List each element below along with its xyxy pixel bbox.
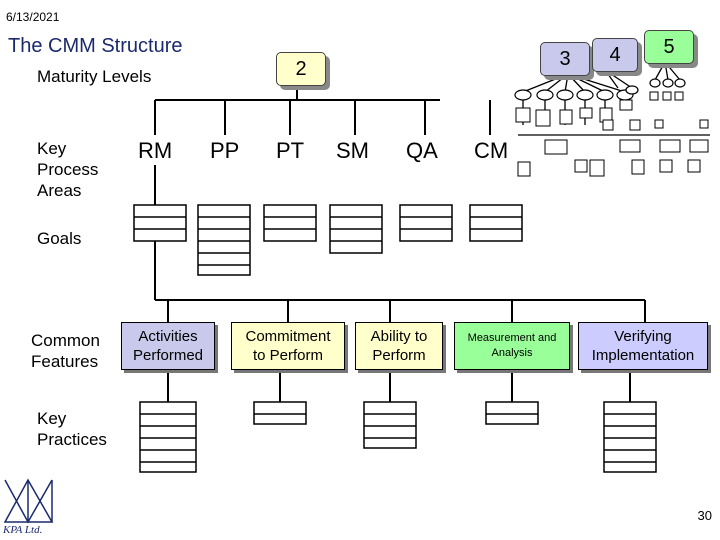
page-number: 30 bbox=[697, 508, 712, 523]
maturity-level-2: 2 bbox=[276, 52, 326, 86]
kpa-cm: CM bbox=[474, 138, 509, 163]
label-key-process-areas: Key Process Areas bbox=[37, 139, 99, 200]
feature-measurement-and-analysis: Measurement and Analysis bbox=[454, 322, 570, 370]
maturity-level-5: 5 bbox=[644, 30, 694, 64]
kpa-pp: PP bbox=[210, 138, 240, 163]
feature-ability-to-perform: Ability to Perform bbox=[355, 322, 443, 370]
slide-title: The CMM Structure bbox=[8, 35, 183, 57]
feature-verifying-implementation: Verifying Implementation bbox=[578, 322, 708, 370]
kpa-logo-mark bbox=[5, 480, 52, 522]
slide-date: 6/13/2021 bbox=[6, 10, 60, 24]
feature-activities-performed: Activities Performed bbox=[121, 322, 215, 370]
kpa-sm: SM bbox=[336, 138, 369, 163]
kpa-qa: QA bbox=[406, 138, 438, 163]
kpa-rm: RM bbox=[138, 138, 173, 163]
label-key-practices: Key Practices bbox=[37, 409, 107, 449]
kpa-logo-text: KPA Ltd. bbox=[3, 524, 43, 536]
feature-commitment-to-perform: Commitment to Perform bbox=[231, 322, 345, 370]
maturity-level-4: 4 bbox=[592, 38, 638, 72]
kpa-pt: PT bbox=[276, 138, 305, 163]
label-maturity-levels: Maturity Levels bbox=[37, 67, 152, 86]
maturity-level-3: 3 bbox=[540, 42, 590, 76]
label-common-features: Common Features bbox=[31, 331, 100, 371]
label-goals: Goals bbox=[37, 229, 82, 248]
